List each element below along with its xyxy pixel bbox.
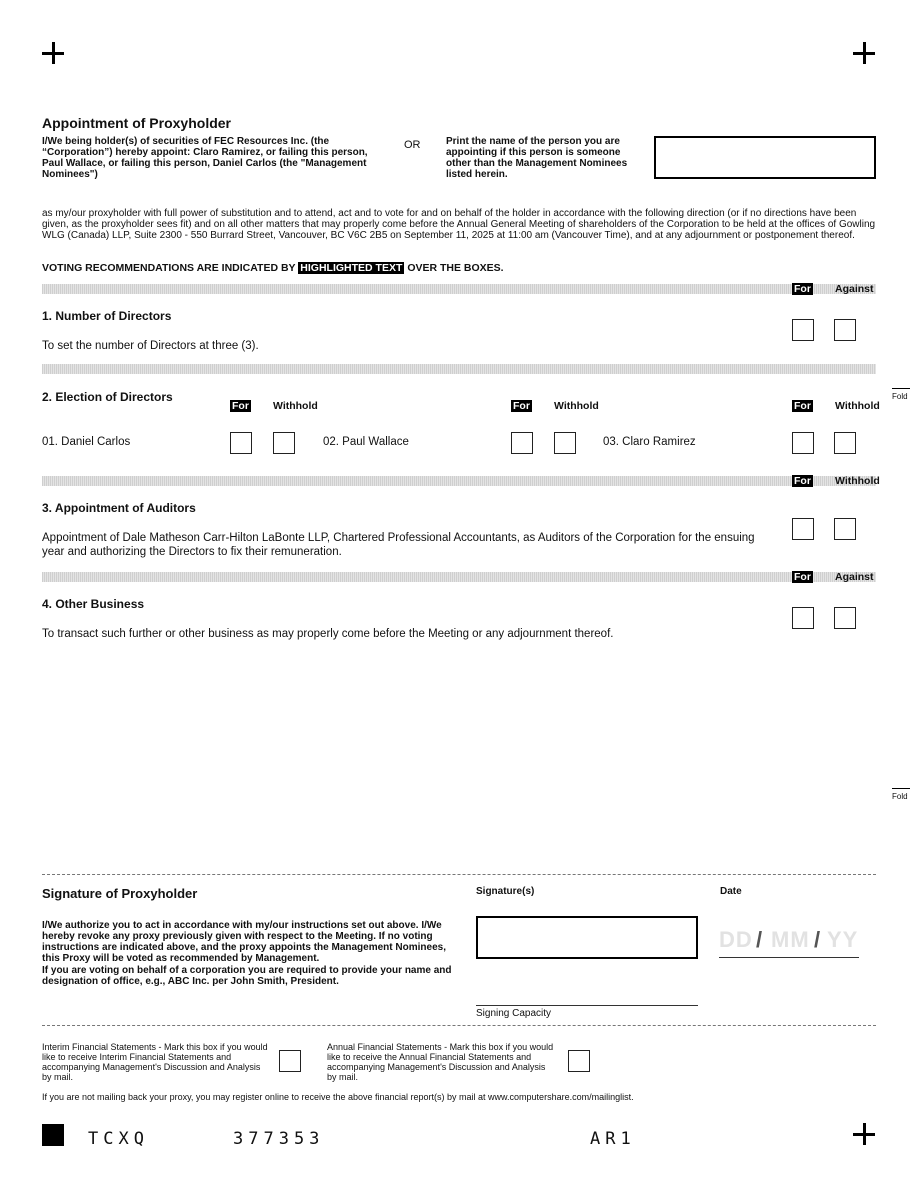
online-registration-note: If you are not mailing back your proxy, you may register online to receive the above financial report(s) by mail at www.computershare.com/mailinglist.: [42, 1092, 634, 1102]
d1-for-header: For: [232, 400, 249, 412]
d1-withhold-checkbox[interactable]: [273, 432, 295, 454]
footer-code-1: TCXQ: [88, 1129, 149, 1149]
signature-corporation-text: If you are voting on behalf of a corporation you are required to provide your name and designation of office, e.g., ABC Inc. per John Smith, President.: [42, 965, 452, 987]
financial-divider: [42, 1025, 876, 1026]
or-label: OR: [404, 139, 421, 151]
director-2-name: 02. Paul Wallace: [323, 436, 409, 448]
date-year-placeholder: YY: [827, 927, 859, 952]
date-day-placeholder: DD: [719, 927, 753, 952]
interim-statements-text: Interim Financial Statements - Mark this box if you would like to receive Interim Financial Statements and accompanying Management's Discussion and Analysis by mail.: [42, 1042, 268, 1082]
date-label: Date: [720, 886, 742, 897]
director-3-name: 03. Claro Ramirez: [603, 436, 696, 448]
r4-against-header: Against: [835, 571, 874, 583]
interim-statements-checkbox[interactable]: [279, 1050, 301, 1072]
signing-capacity-label: Signing Capacity: [476, 1008, 552, 1019]
signature-title: Signature of Proxyholder: [42, 886, 198, 901]
fold-line-1: [892, 388, 910, 389]
proxy-paragraph: as my/our proxyholder with full power of substitution and to attend, act and to vote for and on behalf of the holder in accordance with the following direction (or if no directions have been given, as the proxyholder sees fit) and on all other matters that may properly come before the Annual General Meeting of shareholders of the Corporation to be held at the offices of Gowling WLG (Canada) LLP, Suite 2300 - 550 Burrard Street, Vancouver, BC V6C 2B5 on September 11, 2025 at 11:00 am (Vancouver Time), and at any adjournment or postponement thereof.: [42, 208, 876, 241]
resolution-2-title: 2. Election of Directors: [42, 390, 173, 404]
signature-authorization-text: I/We authorize you to act in accordance with my/our instructions set out above. I/We hereby revoke any proxy previously given with respect to the Meeting. If no voting instructions are indicated above, and the proxy appoints the Management Nominees, this Proxy will be voted as recommended by Management.: [42, 920, 446, 964]
r1-for-header: For: [794, 283, 811, 295]
d2-for-checkbox[interactable]: [511, 432, 533, 454]
r4-for-header: For: [794, 571, 811, 583]
registration-square: [42, 1124, 64, 1146]
d1-withhold-header: Withhold: [273, 400, 318, 412]
r1-against-checkbox[interactable]: [834, 319, 856, 341]
fold-line-2: [892, 788, 910, 789]
r3-withhold-checkbox[interactable]: [834, 518, 856, 540]
resolution-1-title: 1. Number of Directors: [42, 309, 172, 323]
voting-recommendations: [42, 262, 504, 274]
resolution-4-title: 4. Other Business: [42, 597, 145, 611]
section-divider-3: [42, 476, 876, 486]
date-month-placeholder: MM: [771, 927, 810, 952]
annual-statements-text: Annual Financial Statements - Mark this box if you would like to receive the Annual Financial Statements and accompanying Management's Discussion and Analysis by mail.: [327, 1042, 554, 1082]
r1-against-header: Against: [835, 283, 874, 295]
registration-mark-top-right: [853, 42, 875, 64]
d3-for-header: For: [794, 400, 811, 412]
voting-rec-suffix: OVER THE BOXES.: [407, 262, 504, 274]
date-separator-1: /: [756, 927, 764, 952]
registration-mark-top-left: [42, 42, 64, 64]
signatures-label: Signature(s): [476, 886, 535, 897]
d3-withhold-checkbox[interactable]: [834, 432, 856, 454]
d2-withhold-header: Withhold: [554, 400, 599, 412]
proxyholder-name-field[interactable]: [654, 136, 876, 179]
footer-code-3: AR1: [590, 1129, 636, 1149]
r4-against-checkbox[interactable]: [834, 607, 856, 629]
footer-code-2: 377353: [233, 1129, 325, 1149]
resolution-3-title-text: Appointment of Auditors: [54, 501, 196, 515]
r1-for-checkbox[interactable]: [792, 319, 814, 341]
r3-withhold-header: Withhold: [835, 475, 880, 487]
d2-withhold-checkbox[interactable]: [554, 432, 576, 454]
resolution-3-number: 3.: [42, 501, 53, 515]
resolution-4-text: To transact such further or other business as may properly come before the Meeting or any adjournment thereof.: [42, 628, 614, 640]
print-name-instructions: Print the name of the person you are appointing if this person is someone other than the Management Nominees listed herein.: [446, 136, 628, 180]
r4-for-checkbox[interactable]: [792, 607, 814, 629]
annual-statements-checkbox[interactable]: [568, 1050, 590, 1072]
resolution-1-text: To set the number of Directors at three (3).: [42, 340, 259, 352]
date-separator-2: /: [814, 927, 822, 952]
voting-rec-prefix: VOTING RECOMMENDATIONS ARE INDICATED BY: [42, 262, 296, 274]
fold-label-1: Fold: [892, 392, 908, 401]
fold-label-2: Fold: [892, 792, 908, 801]
registration-mark-bottom-right: [853, 1123, 875, 1145]
date-field[interactable]: [719, 927, 859, 959]
appointment-text: I/We being holder(s) of securities of FEC Resources Inc. (the “Corporation”) hereby appoint: Claro Ramirez, or failing this person, Paul Wallace, or failing this person, Daniel Carlos (the "Management Nominees"): [42, 136, 368, 180]
resolution-3-text: Appointment of Dale Matheson Carr-Hilton LaBonte LLP, Chartered Professional Accountants, as Auditors of the Corporation for the ensuing year and authorizing the Directors to fix their remuneration.: [42, 532, 755, 558]
appointment-title: Appointment of Proxyholder: [42, 115, 231, 131]
date-underline: [719, 957, 859, 958]
d1-for-checkbox[interactable]: [230, 432, 252, 454]
director-1-name: 01. Daniel Carlos: [42, 436, 131, 448]
signing-capacity-line[interactable]: [476, 1005, 698, 1006]
section-divider-2: [42, 364, 876, 374]
d3-for-checkbox[interactable]: [792, 432, 814, 454]
resolution-3-title: [42, 501, 196, 515]
d3-withhold-header: Withhold: [835, 400, 880, 412]
voting-rec-highlight: HIGHLIGHTED TEXT: [300, 262, 403, 274]
section-divider-1: [42, 284, 876, 294]
signature-divider: [42, 874, 876, 875]
r3-for-header: For: [794, 475, 811, 487]
signature-field[interactable]: [476, 916, 698, 959]
d2-for-header: For: [513, 400, 530, 412]
section-divider-4: [42, 572, 876, 582]
r3-for-checkbox[interactable]: [792, 518, 814, 540]
